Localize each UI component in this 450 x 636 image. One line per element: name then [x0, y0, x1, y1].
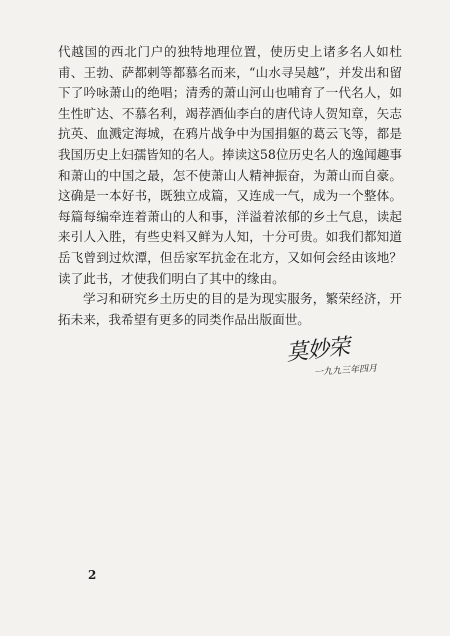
- text-line: 代越国的西北门户的独特地理位置，使历史上诸多名人如杜: [58, 44, 402, 59]
- signature-name: 莫妙荣: [285, 334, 351, 367]
- paragraph-2: [58, 289, 402, 330]
- text-line: 和萧山的中国之最，怎不使萧山人精神振奋，为萧山而自豪。: [58, 167, 402, 183]
- text-line: 拓未来，我希望有更多的同类作品出版面世。: [58, 311, 310, 327]
- text-line: 我国历史上妇孺皆知的名人。捧读这58位历史名人的逸闻趣事: [58, 146, 402, 162]
- author-signature: [286, 333, 406, 383]
- text-line: 读了此书，才使我们明白了其中的缘由。: [58, 270, 285, 286]
- body-text: [58, 42, 402, 330]
- text-line: 下了吟咏萧山的绝唱；清秀的萧山河山也哺育了一代名人，如: [58, 85, 402, 101]
- text-line: 甫、王勃、萨都剌等都慕名而来，“山水寻吴越”，并发出和留: [58, 64, 402, 80]
- paragraph-1: [58, 42, 402, 289]
- text-line: 生性旷达、不慕名利，竭荐酒仙李白的唐代诗人贺知章，矢志: [58, 105, 402, 121]
- text-line: 学习和研究乡土历史的目的是为现实服务，繁荣经济，开: [83, 291, 402, 307]
- signature-date: 一九九三年四月: [313, 363, 378, 379]
- page-number: 2: [88, 568, 97, 582]
- text-line: 岳飞曾到过炊潭，但岳家军抗金在北方，又如何会经由该地？: [58, 249, 402, 265]
- text-line: 每篇每编牵连着萧山的人和事，洋溢着浓郁的乡土气息，读起: [58, 208, 402, 224]
- text-line: 来引人入胜，有些史料又鲜为人知，十分可贵。如我们都知道: [58, 229, 402, 245]
- text-line: 抗英、血溅定海城，在鸦片战争中为国捐躯的葛云飞等，都是: [58, 126, 402, 142]
- text-line: 这确是一本好书，既独立成篇，又连成一气，成为一个整体。: [58, 188, 402, 204]
